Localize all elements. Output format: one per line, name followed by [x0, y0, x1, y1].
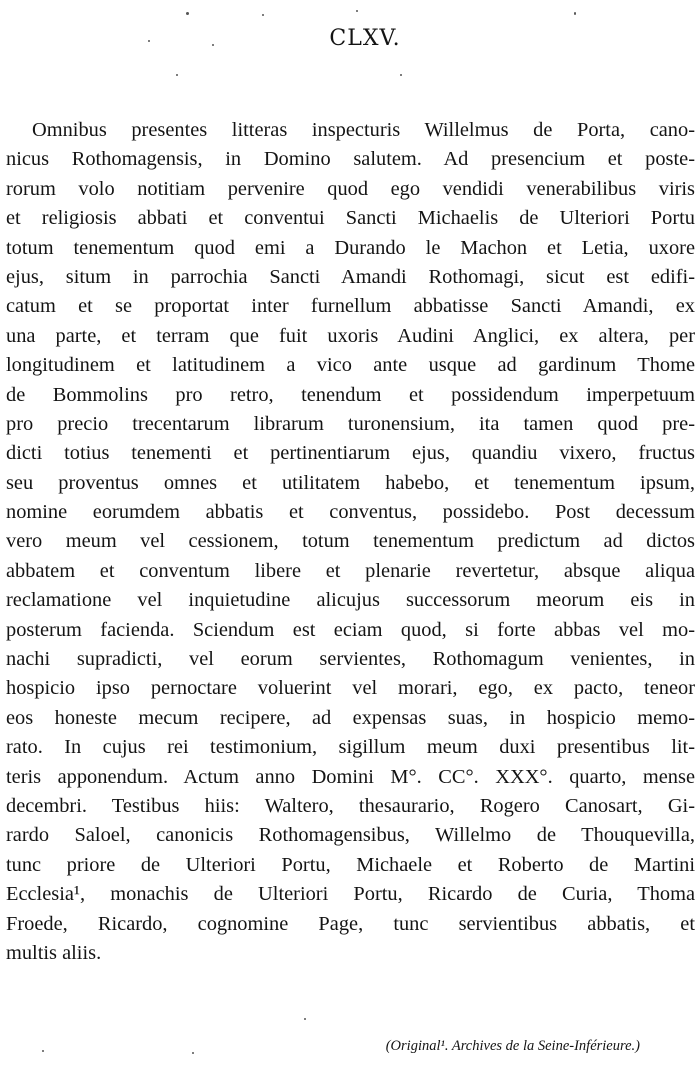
print-speck	[262, 14, 264, 16]
text-line: rardo Saloel, canonicis Rothomagensibus, Willelmo de Thouquevilla,	[6, 824, 695, 847]
text-line: reclamatione vel inquietudine alicujus successorum meorum eis in	[6, 589, 695, 612]
text-line: pro precio trecentarum librarum turonensium, ita tamen quod pre-	[6, 412, 695, 435]
text-line: Ecclesia¹, monachis de Ulteriori Portu, Ricardo de Curia, Thoma	[6, 883, 695, 906]
source-note: (Original¹. Archives de la Seine-Inférieure.)	[385, 1038, 640, 1054]
text-line: longitudinem et latitudinem a vico ante usque ad gardinum Thome	[6, 354, 695, 377]
text-line: totum tenementum quod emi a Durando le Machon et Letia, uxore	[6, 236, 695, 259]
text-line: Froede, Ricardo, cognomine Page, tunc servientibus abbatis, et	[6, 912, 695, 935]
text-line: dicti totius tenementi et pertinentiarum ejus, quandiu vixero, fructus	[6, 442, 695, 465]
text-line: Omnibus presentes litteras inspecturis Willelmus de Porta, cano-	[32, 119, 695, 141]
print-speck	[304, 1018, 306, 1020]
text-line: nachi supradicti, vel eorum servientes, Rothomagum venientes, in	[6, 648, 695, 671]
print-speck	[400, 74, 402, 76]
print-speck	[186, 12, 189, 15]
text-line: seu proventus omnes et utilitatem habebo, et tenementum ipsum,	[6, 471, 695, 494]
text-line: rorum volo notitiam pervenire quod ego vendidi venerabilibus viris	[6, 177, 695, 200]
text-line: abbatem et conventum libere et plenarie revertetur, absque aliqua	[6, 559, 695, 582]
text-line: posterum facienda. Sciendum est eciam quod, si forte abbas vel mo-	[6, 618, 695, 641]
text-line: una parte, et terram que fuit uxoris Audini Anglici, ex altera, per	[6, 324, 695, 347]
text-line: decembri. Testibus hiis: Waltero, thesaurario, Rogero Canosart, Gi-	[6, 794, 695, 817]
text-line: vero meum vel cessionem, totum tenementum predictum ad dictos	[6, 530, 695, 553]
text-line: de Bommolins pro retro, tenendum et possidendum imperpetuum	[6, 383, 695, 406]
text-line: et religiosis abbati et conventui Sancti Michaelis de Ulteriori Portu	[6, 207, 695, 230]
text-line: tunc priore de Ulteriori Portu, Michaele et Roberto de Martini	[6, 853, 695, 876]
print-speck	[574, 12, 576, 15]
text-line: multis aliis.	[6, 941, 102, 964]
text-line: hospicio ipso pernoctare voluerint vel morari, ego, ex pacto, teneor	[6, 677, 695, 700]
text-line: catum et se proportat inter furnellum abbatisse Sancti Amandi, ex	[6, 295, 695, 318]
text-line: rato. In cujus rei testimonium, sigillum meum duxi presentibus lit-	[6, 736, 695, 759]
text-line: teris apponendum. Actum anno Domini M°. CC°. XXX°. quarto, mense	[6, 765, 695, 788]
print-speck	[192, 1052, 194, 1054]
print-speck	[356, 10, 358, 12]
text-line: nicus Rothomagensis, in Domino salutem. Ad presencium et poste-	[6, 148, 695, 171]
document-body	[6, 116, 695, 968]
text-line: ejus, situm in parrochia Sancti Amandi Rothomagi, sicut est edifi-	[6, 265, 695, 288]
print-speck	[176, 74, 178, 76]
text-line: eos honeste mecum recipere, ad expensas suas, in hospicio memo-	[6, 706, 695, 729]
document-title: CLXV.	[329, 26, 401, 51]
text-line: nomine eorumdem abbatis et conventus, possidebo. Post decessum	[6, 501, 695, 524]
print-speck	[42, 1050, 44, 1052]
